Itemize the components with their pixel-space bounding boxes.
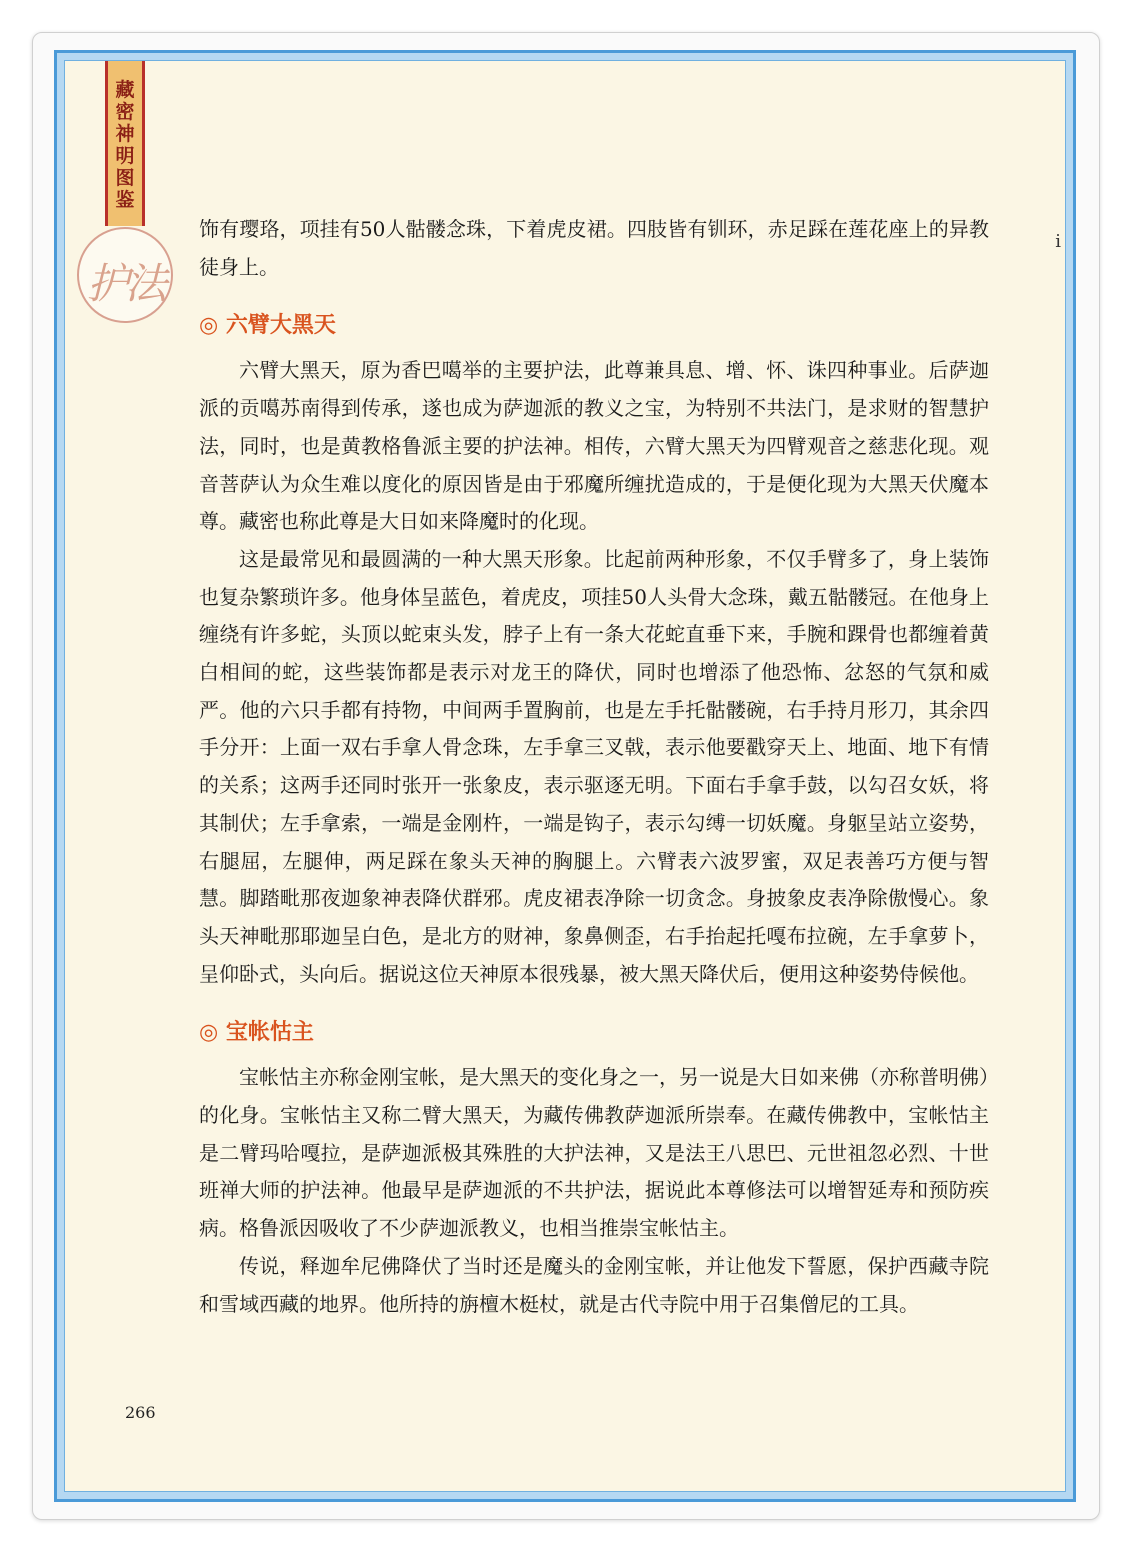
body-paragraph: 这是最常见和最圆满的一种大黑天形象。比起前两种形象，不仅手臂多了，身上装饰也复杂繁琐许多。他身体呈蓝色，着虎皮，项挂50人头骨大念珠，戴五骷髅冠。在他身上缠绕有许多蛇，头顶以蛇束头发，脖子上有一条大花蛇直垂下来，手腕和踝骨也都缠着黄白相间的蛇，这些装饰都是表示对龙王的降伏，同时也增添了他恐怖、忿怒的气氛和威严。他的六只手都有持物，中间两手置胸前，也是左手托骷髅碗，右手持月形刀，其余四手分开：上面一双右手拿人骨念珠，左手拿三叉戟，表示他要戳穿天上、地面、地下有情的关系；这两手还同时张开一张象皮，表示驱逐无明。下面右手拿手鼓，以勾召女妖，将其制伏；左手拿索，一端是金刚杵，一端是钩子，表示勾缚一切妖魔。身躯呈站立姿势，右腿屈，左腿伸，两足踩在象头天神的胸腿上。六臂表六波罗蜜，双足表善巧方便与智慧。脚踏毗那夜迦象神表降伏群邪。虎皮裙表净除一切贪念。身披象皮表净除傲慢心。象头天神毗那耶迦呈白色，是北方的财神，象鼻侧歪，右手抬起托嘎布拉碗，左手拿萝卜，呈仰卧式，头向后。据说这位天神原本很残暴，被大黑天降伏后，便用这种姿势侍候他。 [199,546,989,986]
section-heading: ◎ 六臂大黑天 [199,313,336,339]
seal-text: 护法 [86,259,163,308]
sidebar-title: 藏密神明图鉴 [115,79,135,211]
page-content [199,211,989,1323]
body-paragraph: 饰有璎珞，项挂有50人骷髅念珠，下着虎皮裙。四肢皆有钏环，赤足踩在莲花座上的异教徒身上。 [199,217,989,279]
edge-mark: i [1055,231,1061,252]
sidebar-tab [105,61,145,226]
page-frame [54,50,1076,1502]
body-paragraph: 六臂大黑天，原为香巴噶举的主要护法，此尊兼具息、增、怀、诛四种事业。后萨迦派的贡噶苏南得到传承，遂也成为萨迦派的教义之宝，为特别不共法门，是求财的智慧护法，同时，也是黄教格鲁派主要的护法神。相传，六臂大黑天为四臂观音之慈悲化现。观音菩萨认为众生难以度化的原因皆是由于邪魔所缠扰造成的，于是便化现为大黑天伏魔本尊。藏密也称此尊是大日如来降魔时的化现。 [199,358,989,534]
book-page [64,60,1066,1492]
seal-stamp [77,227,173,323]
page-number: 266 [125,1403,156,1422]
body-paragraph: 宝帐怙主亦称金刚宝帐，是大黑天的变化身之一，另一说是大日如来佛（亦称普明佛）的化身。宝帐怙主又称二臂大黑天，为藏传佛教萨迦派所崇奉。在藏传佛教中，宝帐怙主是二臂玛哈嘎拉，是萨迦派极其殊胜的大护法神，又是法王八思巴、元世祖忽必烈、十世班禅大师的护法神。他最早是萨迦派的不共护法，据说此本尊修法可以增智延寿和预防疾病。格鲁派因吸收了不少萨迦派教义，也相当推崇宝帐怙主。 [199,1065,989,1241]
body-paragraph: 传说，释迦牟尼佛降伏了当时还是魔头的金刚宝帐，并让他发下誓愿，保护西藏寺院和雪域西藏的地界。他所持的旃檀木梃杖，就是古代寺院中用于召集僧尼的工具。 [199,1253,989,1316]
section-heading: ◎ 宝帐怙主 [199,1020,314,1046]
